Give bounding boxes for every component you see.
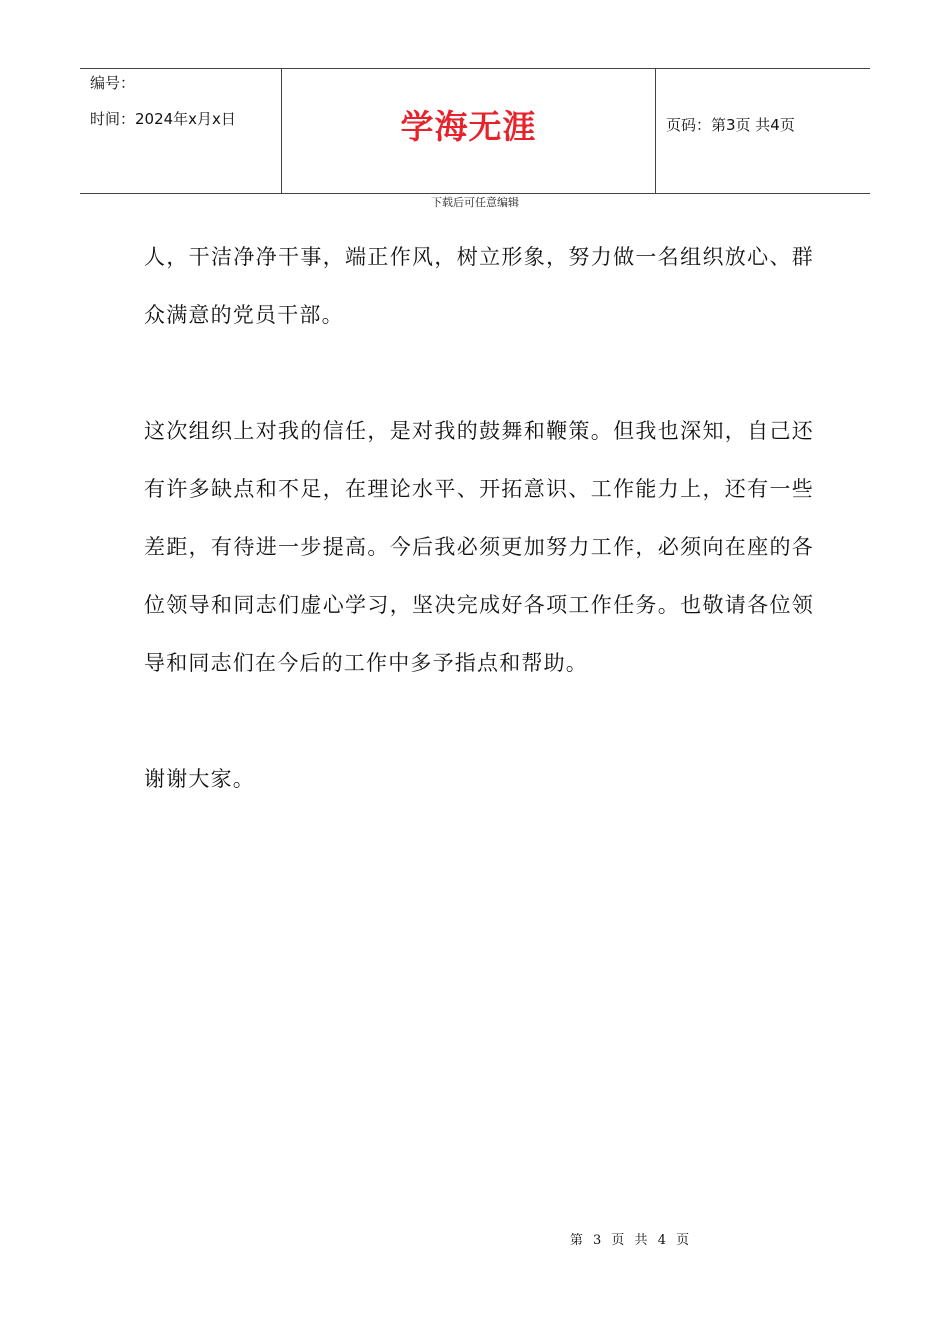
brand-title: 学海无涯 [400, 106, 537, 146]
date-label: 时间：2024年x月x日 [90, 110, 236, 128]
page-indicator: 页码：第3页 共4页 [666, 116, 795, 134]
edit-note: 下载后可任意编辑 [431, 196, 519, 209]
document-header [80, 68, 870, 194]
number-label: 编号： [90, 74, 136, 92]
header-right-cell [656, 69, 870, 193]
paragraph-1: 人，干洁净净干事，端正作风，树立形象，努力做一名组织放心、群众满意的党员干部。 [144, 245, 814, 327]
page-footer: 第 3 页 共 4 页 [569, 1233, 693, 1248]
paragraph-3: 谢谢大家。 [144, 767, 255, 791]
paragraph-2: 这次组织上对我的信任，是对我的鼓舞和鞭策。但我也深知，自己还有许多缺点和不足，在理论水平、开拓意识、工作能力上，还有一些差距，有待进一步提高。今后我必须更加努力工作，必须向在座的各位领导和同志们虚心学习，坚决完成好各项工作任务。也敬请各位领导和同志们在今后的工作中多予指点和帮助。 [144, 419, 814, 675]
header-brand-cell [282, 69, 656, 193]
header-left-cell [80, 69, 282, 193]
document-body [144, 228, 814, 808]
